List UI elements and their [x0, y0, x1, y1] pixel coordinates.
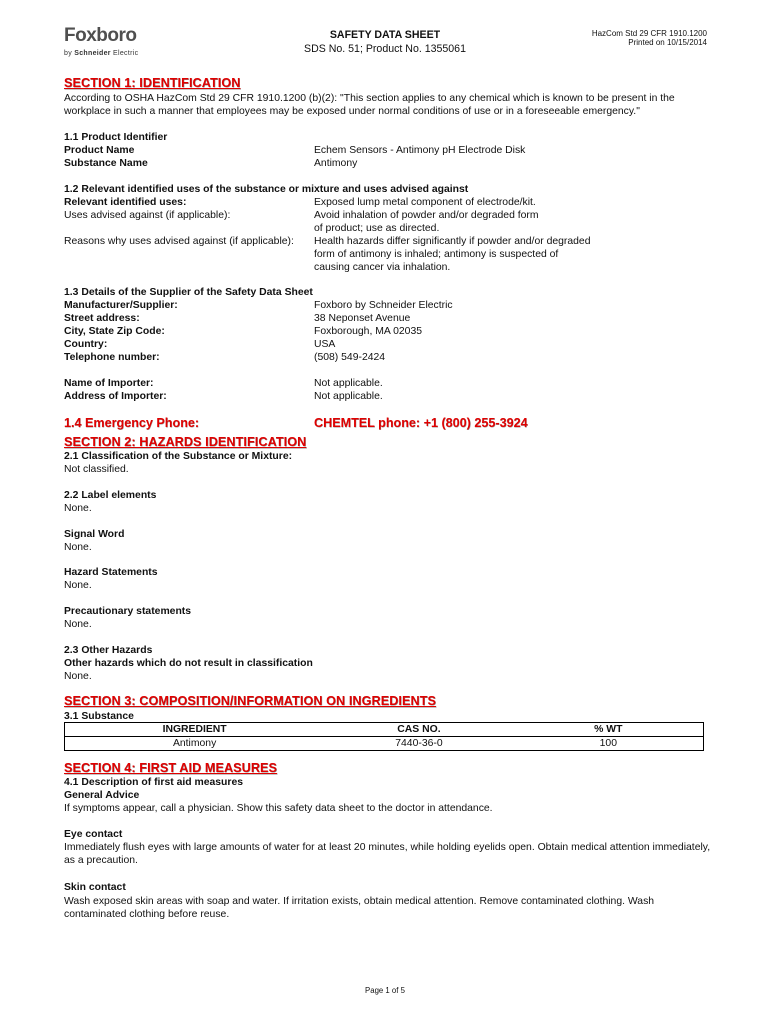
street-address-label: Street address:: [64, 313, 140, 324]
importer-address-label: Address of Importer:: [64, 391, 167, 402]
manufacturer-label: Manufacturer/Supplier:: [64, 300, 178, 311]
city-state-zip-value: Foxborough, MA 02035: [314, 326, 423, 337]
general-advice-text: If symptoms appear, call a physician. Show this safety data sheet to the doctor in attendance.: [64, 803, 493, 814]
emergency-phone-value: CHEMTEL phone: +1 (800) 255-3924: [314, 416, 528, 430]
ingredients-table: [64, 722, 704, 751]
column-header-cas-no: CAS NO.: [324, 723, 513, 737]
country-label: Country:: [64, 339, 108, 350]
logo-by-prefix: by: [64, 50, 75, 57]
other-hazards-subheading: Other hazards which do not result in classification: [64, 658, 313, 669]
skin-contact-line-1: Wash exposed skin areas with soap and water. If irritation exists, obtain medical attention. Remove contaminated clothing. Wash: [64, 896, 655, 907]
relevant-uses-label: Relevant identified uses:: [64, 197, 187, 208]
hazard-statements-value: None.: [64, 580, 92, 591]
uses-against-line-1: Avoid inhalation of powder and/or degraded form: [314, 210, 539, 221]
eye-contact-line-1: Immediately flush eyes with large amounts of water for at least 20 minutes, while holding eyelids open. Obtain medical attention immediately,: [64, 842, 711, 853]
reasons-line-1: Health hazards differ significantly if powder and/or degraded: [314, 236, 591, 247]
other-hazards-value: None.: [64, 671, 92, 682]
print-date: Printed on 10/15/2014: [628, 38, 707, 47]
precautionary-statements-heading: Precautionary statements: [64, 606, 192, 617]
substance-name-label: Substance Name: [64, 158, 148, 169]
substance-name-value: Antimony: [314, 158, 358, 169]
document-subtitle: SDS No. 51; Product No. 1355061: [304, 43, 466, 55]
signal-word-value: None.: [64, 542, 92, 553]
precautionary-statements-value: None.: [64, 619, 92, 630]
reasons-line-3: causing cancer via inhalation.: [314, 262, 451, 273]
general-advice-heading: General Advice: [64, 790, 140, 801]
reasons-label: Reasons why uses advised against (if applicable):: [64, 236, 294, 247]
eye-contact-line-2: as a precaution.: [64, 855, 138, 866]
label-elements-heading: 2.2 Label elements: [64, 490, 157, 501]
logo-brand: Foxboro: [64, 25, 137, 46]
section-1-heading: SECTION 1: IDENTIFICATION: [64, 76, 241, 90]
product-identifier-heading: 1.1 Product Identifier: [64, 132, 168, 143]
hazcom-reference: HazCom Std 29 CFR 1910.1200: [591, 29, 707, 38]
column-header-ingredient: INGREDIENT: [65, 723, 325, 737]
section-1-intro-line-2: workplace in such a manner that employees may be exposed under normal conditions of use or in a foreseeable emergency.": [64, 106, 640, 117]
other-hazards-heading: 2.3 Other Hazards: [64, 645, 153, 656]
importer-name-label: Name of Importer:: [64, 378, 154, 389]
document-title: SAFETY DATA SHEET: [329, 29, 441, 41]
signal-word-heading: Signal Word: [64, 529, 125, 540]
classification-heading: 2.1 Classification of the Substance or Mixture:: [64, 451, 293, 462]
ingredient-cell: Antimony: [172, 738, 217, 749]
supplier-details-heading: 1.3 Details of the Supplier of the Safety Data Sheet: [64, 287, 313, 298]
telephone-label: Telephone number:: [64, 352, 160, 363]
column-header-percent-weight: % WT: [514, 723, 704, 737]
label-elements-value: None.: [64, 503, 92, 514]
classification-value: Not classified.: [64, 464, 129, 475]
logo-by-brand: Schneider: [74, 50, 111, 57]
importer-name-value: Not applicable.: [314, 378, 383, 389]
emergency-phone-label: 1.4 Emergency Phone:: [64, 416, 200, 430]
page-number: Page 1 of 5: [365, 986, 405, 995]
table-row: [65, 737, 704, 751]
street-address-value: 38 Neponset Avenue: [314, 313, 411, 324]
eye-contact-heading: Eye contact: [64, 829, 123, 840]
city-state-zip-label: City, State Zip Code:: [64, 326, 165, 337]
telephone-value: (508) 549-2424: [314, 352, 386, 363]
cas-number-cell: 7440-36-0: [395, 738, 443, 749]
skin-contact-line-2: contaminated clothing before reuse.: [64, 909, 230, 920]
percent-weight-cell: 100: [599, 738, 617, 749]
hazard-statements-heading: Hazard Statements: [64, 567, 158, 578]
relevant-uses-value: Exposed lump metal component of electrode/kit.: [314, 197, 536, 208]
identified-uses-heading: 1.2 Relevant identified uses of the substance or mixture and uses advised against: [64, 184, 469, 195]
uses-against-line-2: of product; use as directed.: [314, 223, 440, 234]
reasons-line-2: form of antimony is inhaled; antimony is suspected of: [314, 249, 559, 260]
product-name-label: Product Name: [64, 145, 135, 156]
substance-subheading: 3.1 Substance: [64, 711, 134, 722]
uses-against-label: Uses advised against (if applicable):: [64, 210, 231, 221]
foxboro-logo: [64, 26, 154, 62]
first-aid-description-heading: 4.1 Description of first aid measures: [64, 777, 244, 788]
product-name-value: Echem Sensors - Antimony pH Electrode Disk: [314, 145, 526, 156]
logo-by-suffix: Electric: [110, 50, 139, 57]
table-header-row: [65, 723, 704, 737]
logo-byline: [64, 49, 154, 59]
importer-address-value: Not applicable.: [314, 391, 383, 402]
skin-contact-heading: Skin contact: [64, 882, 126, 893]
country-value: USA: [314, 339, 336, 350]
section-1-intro-line-1: According to OSHA HazCom Std 29 CFR 1910.1200 (b)(2): "This section applies to any chemical which is known to be present in the: [64, 93, 675, 104]
section-2-heading: SECTION 2: HAZARDS IDENTIFICATION: [64, 435, 307, 449]
manufacturer-value: Foxboro by Schneider Electric: [314, 300, 453, 311]
section-3-heading: SECTION 3: COMPOSITION/INFORMATION ON INGREDIENTS: [64, 694, 436, 708]
section-4-heading: SECTION 4: FIRST AID MEASURES: [64, 761, 278, 775]
